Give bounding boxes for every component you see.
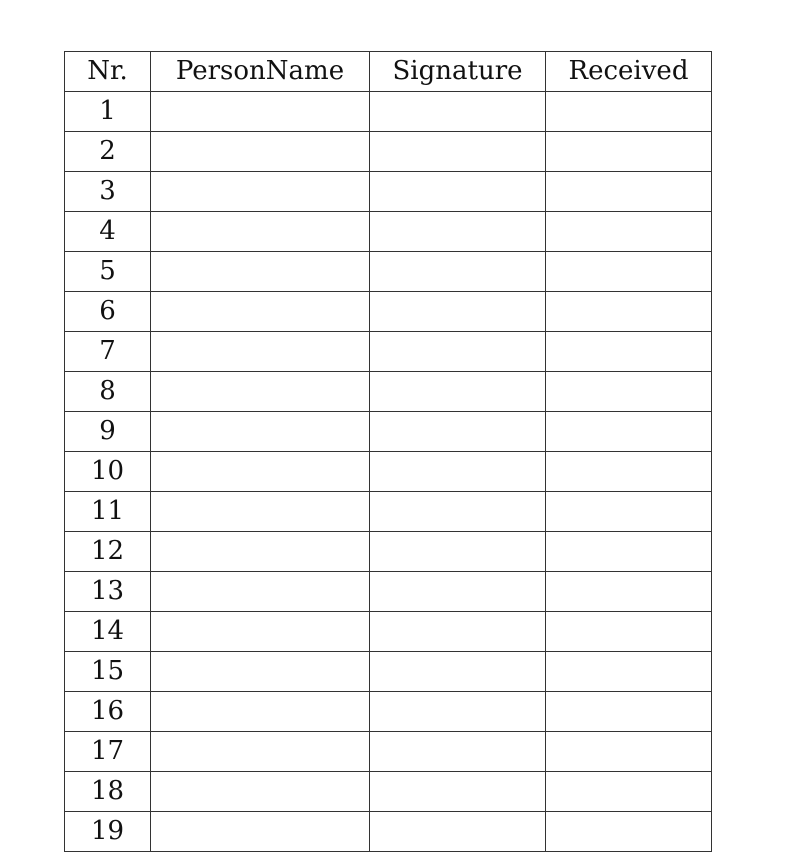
cell-person-name [151, 412, 370, 452]
cell-received [546, 92, 712, 132]
cell-person-name [151, 572, 370, 612]
header-nr: Nr. [65, 52, 151, 92]
cell-nr: 13 [65, 572, 151, 612]
cell-nr: 19 [65, 812, 151, 852]
cell-received [546, 612, 712, 652]
cell-signature [370, 252, 546, 292]
cell-signature [370, 812, 546, 852]
table-row [65, 772, 712, 812]
cell-nr: 8 [65, 372, 151, 412]
table-row [65, 172, 712, 212]
cell-person-name [151, 652, 370, 692]
header-signature: Signature [370, 52, 546, 92]
cell-signature [370, 172, 546, 212]
cell-signature [370, 332, 546, 372]
table-row [65, 212, 712, 252]
cell-nr: 9 [65, 412, 151, 452]
table-row [65, 732, 712, 772]
cell-received [546, 452, 712, 492]
table-row [65, 452, 712, 492]
cell-person-name [151, 492, 370, 532]
table-row [65, 332, 712, 372]
table-row [65, 532, 712, 572]
cell-signature [370, 532, 546, 572]
cell-received [546, 332, 712, 372]
cell-received [546, 292, 712, 332]
header-person-name: PersonName [151, 52, 370, 92]
cell-person-name [151, 212, 370, 252]
cell-nr: 16 [65, 692, 151, 732]
cell-signature [370, 572, 546, 612]
cell-nr: 12 [65, 532, 151, 572]
cell-nr: 15 [65, 652, 151, 692]
cell-signature [370, 772, 546, 812]
cell-signature [370, 132, 546, 172]
cell-received [546, 212, 712, 252]
cell-signature [370, 652, 546, 692]
cell-received [546, 772, 712, 812]
table-row [65, 372, 712, 412]
cell-signature [370, 92, 546, 132]
table-row [65, 572, 712, 612]
table-row [65, 132, 712, 172]
table-row [65, 652, 712, 692]
table-row [65, 812, 712, 852]
table-header [65, 52, 712, 92]
cell-nr: 2 [65, 132, 151, 172]
cell-nr: 18 [65, 772, 151, 812]
cell-signature [370, 492, 546, 532]
cell-person-name [151, 812, 370, 852]
cell-signature [370, 212, 546, 252]
cell-received [546, 372, 712, 412]
cell-received [546, 132, 712, 172]
cell-nr: 1 [65, 92, 151, 132]
cell-person-name [151, 612, 370, 652]
cell-person-name [151, 172, 370, 212]
table-body [65, 92, 712, 852]
cell-signature [370, 692, 546, 732]
cell-nr: 6 [65, 292, 151, 332]
cell-nr: 14 [65, 612, 151, 652]
cell-person-name [151, 772, 370, 812]
cell-person-name [151, 332, 370, 372]
signature-sheet-table [64, 51, 712, 852]
cell-person-name [151, 532, 370, 572]
cell-nr: 10 [65, 452, 151, 492]
cell-signature [370, 732, 546, 772]
cell-received [546, 492, 712, 532]
cell-received [546, 692, 712, 732]
table-row [65, 92, 712, 132]
cell-signature [370, 372, 546, 412]
cell-nr: 7 [65, 332, 151, 372]
header-received: Received [546, 52, 712, 92]
cell-nr: 4 [65, 212, 151, 252]
cell-nr: 17 [65, 732, 151, 772]
cell-received [546, 572, 712, 612]
cell-nr: 3 [65, 172, 151, 212]
cell-signature [370, 612, 546, 652]
cell-nr: 5 [65, 252, 151, 292]
cell-person-name [151, 372, 370, 412]
cell-person-name [151, 292, 370, 332]
cell-signature [370, 292, 546, 332]
table-row [65, 412, 712, 452]
cell-received [546, 172, 712, 212]
cell-person-name [151, 732, 370, 772]
cell-person-name [151, 252, 370, 292]
cell-person-name [151, 452, 370, 492]
cell-received [546, 652, 712, 692]
table-row [65, 492, 712, 532]
cell-received [546, 812, 712, 852]
cell-person-name [151, 692, 370, 732]
cell-received [546, 532, 712, 572]
table-row [65, 612, 712, 652]
cell-person-name [151, 92, 370, 132]
cell-received [546, 732, 712, 772]
cell-received [546, 252, 712, 292]
cell-signature [370, 452, 546, 492]
cell-nr: 11 [65, 492, 151, 532]
header-row [65, 52, 712, 92]
table-row [65, 692, 712, 732]
cell-received [546, 412, 712, 452]
table-row [65, 252, 712, 292]
cell-person-name [151, 132, 370, 172]
table-row [65, 292, 712, 332]
cell-signature [370, 412, 546, 452]
